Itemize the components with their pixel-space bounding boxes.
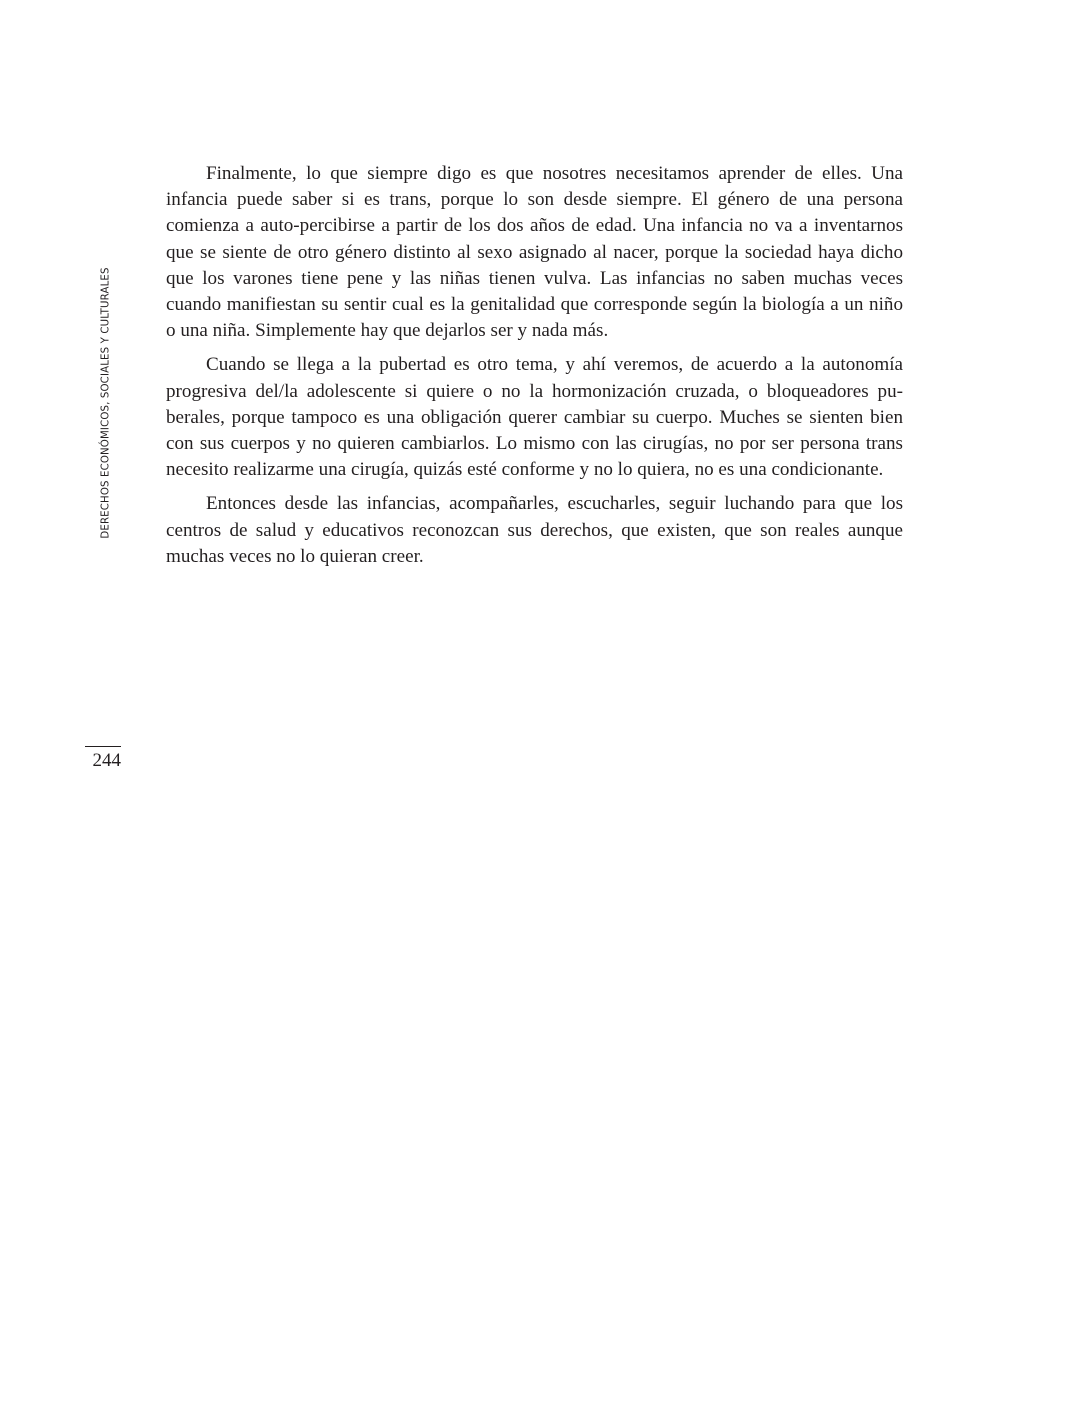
paragraph: Cuando se llega a la pubertad es otro tema, y ahí veremos, de acuerdo a la autonomía progresiva del/la adolescente si quiere o no la hormonización cruzada, o bloqueadores puberales, porque tampoco es una obligación querer cambiar su cuerpo. Muches se sienten bien con sus cuerpos y no quieren cambiarlos. Lo mismo con las cirugías, no por ser persona trans necesito realizarme una cirugía, quizás esté conforme y no lo quiera, no es una condicionante.: [166, 354, 903, 481]
paragraph: Finalmente, lo que siempre digo es que nosotres necesitamos aprender de elles. Una infancia puede saber si es trans, porque lo son desde siempre. El género de una persona comienza a auto-percibirse a partir de los dos años de edad. Una infancia no va a inventarnos que se siente de otro género distinto al sexo asignado al nacer, porque la sociedad haya dicho que los varones tiene pene y las niñas tienen vulva. Las infancias no saben muchas veces cuando manifiestan su sentir cual es la genitalidad que corresponde según la biología a un niño o una niña. Simplemente hay que dejarlos ser y nada más.: [166, 163, 903, 342]
page-number: 244: [85, 746, 121, 772]
paragraph: Entonces desde las infancias, acompañarles, escucharles, seguir luchando para que los centros de salud y educativos reconozcan sus derechos, que existen, que son reales aunque muchas veces no lo quieran creer.: [166, 493, 903, 567]
running-header: DERECHOS ECONÓMICOS, SOCIALES Y CULTURALES: [100, 267, 112, 539]
body-text: [166, 161, 903, 578]
